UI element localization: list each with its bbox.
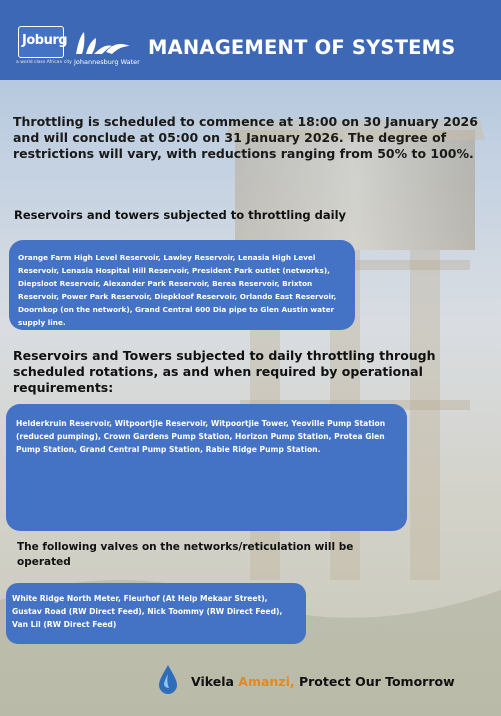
valves-heading: The following valves on the networks/reticulation will be operated: [17, 541, 354, 568]
valves-list: White Ridge North Meter, Fleurhof (At Help Mekaar Street), Gustav Road (RW Direct Feed), Nick Toommy (RW Direct Feed), Van Lil (RW Direct Feed): [12, 594, 283, 629]
water-wave-icon: [72, 26, 134, 58]
joburg-logo-text: Joburg: [22, 33, 68, 48]
rotation-throttling-list: Helderkruin Reservoir, Witpoortjie Reservoir, Witpoortjie Tower, Yeoville Pump Station (reduced pumping), Crown Gardens Pump Station, Horizon Pump Station, Protea Glen Pump Station, Grand Central Pump Station, Rabie Ridge Pump Station.: [16, 419, 386, 454]
valves-box: [6, 583, 306, 644]
intro-paragraph: Throttling is scheduled to commence at 18:00 on 30 January 2026 and will conclude at 05:00 on 31 January 2026. The degree of restrictions will vary, with reductions ranging from 50% to 100%.: [13, 114, 478, 161]
rotation-throttling-heading: Reservoirs and Towers subjected to daily throttling through scheduled rotations, as and when required by operational requirements:: [13, 348, 436, 395]
footer-slogan: [155, 664, 485, 694]
rotation-throttling-box: [6, 404, 407, 531]
joburg-logo: [16, 26, 72, 65]
header-bar: [0, 0, 501, 80]
daily-throttling-box: [9, 240, 355, 330]
daily-throttling-heading: Reservoirs and towers subjected to throttling daily: [14, 208, 347, 222]
slogan-part1: Vikela: [191, 674, 239, 689]
slogan-accent: Amanzi,: [238, 674, 295, 689]
slogan-text: [191, 674, 455, 689]
page-title: MANAGEMENT OF SYSTEMS: [148, 36, 456, 59]
johannesburg-water-logo: [72, 26, 140, 68]
water-drop-icon: [157, 664, 179, 694]
daily-throttling-list: Orange Farm High Level Reservoir, Lawley Reservoir, Lenasia High Level Reservoir, Lenasia Hospital Hill Reservoir, President Park outlet (networks), Diepsloot Reservoir, Alexander Park Reservoir, Berea Reservoir, Brixton Reservoir, Power Park Reservoir, Diepkloof Reservoir, Orlando East Reservoir, Doornkop (on the network), Grand Central 600 Dia pipe to Glen Austin water supply line.: [18, 253, 337, 327]
slogan-part2: Protect Our Tomorrow: [294, 674, 455, 689]
johannesburg-water-caption: Johannesburg Water: [74, 58, 140, 66]
joburg-tagline: a world class African city: [16, 60, 72, 65]
